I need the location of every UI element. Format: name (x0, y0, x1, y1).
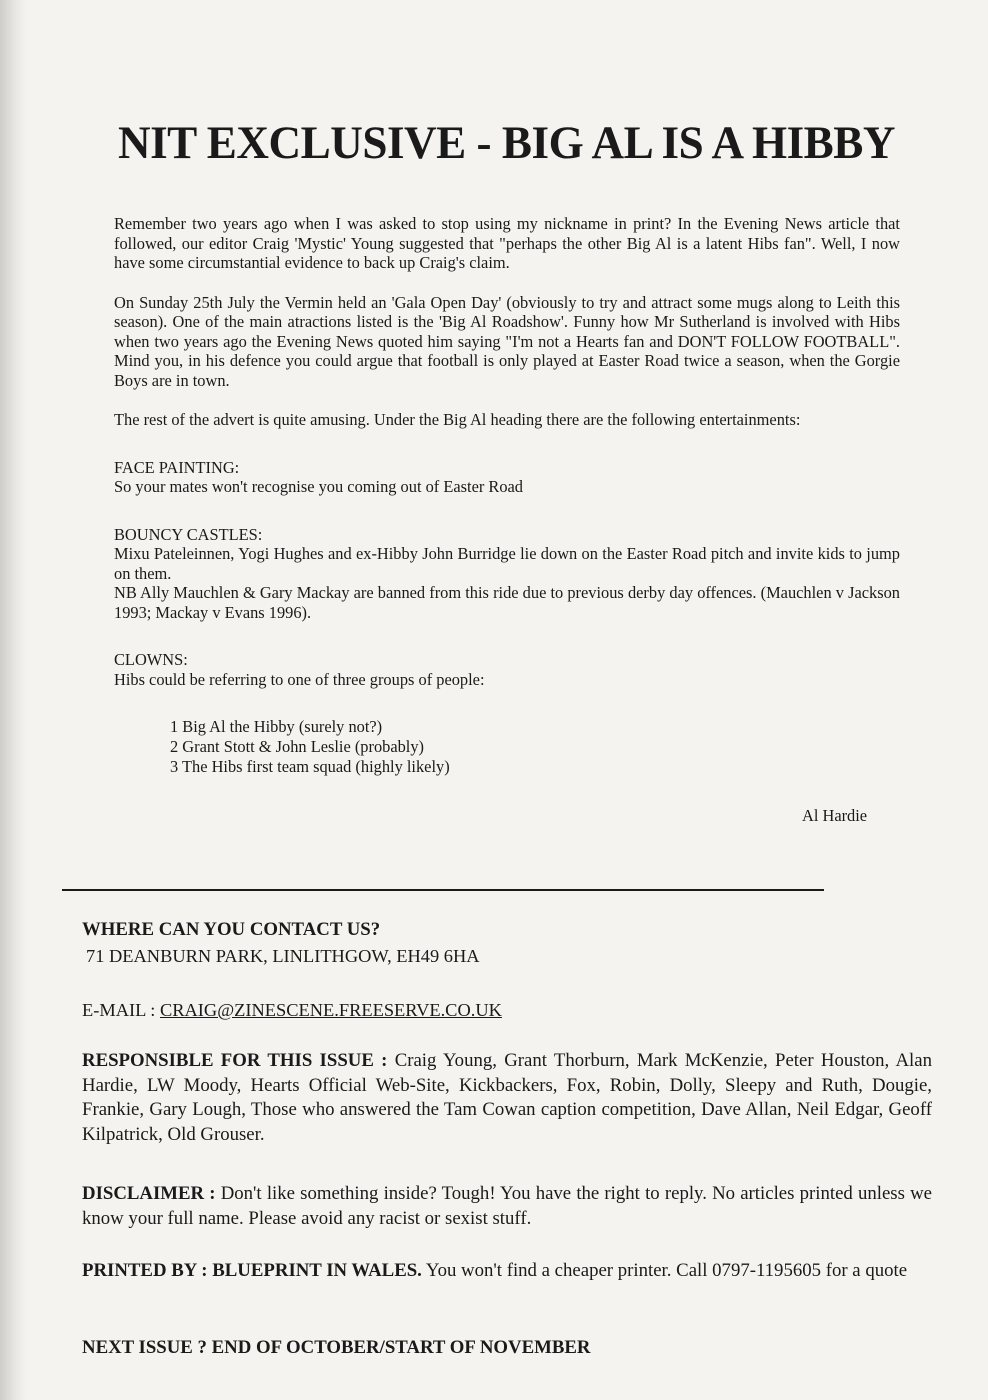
disclaimer-block (82, 1182, 932, 1231)
article-paragraph-3: The rest of the advert is quite amusing. Under the Big Al heading there are the following entertainments: (114, 410, 801, 429)
face-painting-heading: FACE PAINTING: (114, 457, 240, 477)
bouncy-castles-note: NB Ally Mauchlen & Gary Mackay are banned from this ride due to previous derby day offences. (Mauchlen v Jackson 1993; Mackay v Evans 1996). (114, 583, 900, 622)
email-label: E-MAIL : (82, 1000, 156, 1020)
article-paragraph-2: On Sunday 25th July the Vermin held an 'Gala Open Day' (obviously to try and attract some mugs along to Leith this season). One of the main atractions listed is the 'Big Al Roadshow'. Funny how Mr Sutherland is involved with Hibs when two years ago the Evening News quoted him saying "I'm not a Hearts fan and DON'T FOLLOW FOOTBALL". Mind you, in his defence you could argue that football is only played at Easter Road twice a season, when the Gorgie Boys are in town. (114, 292, 900, 390)
section-divider (62, 889, 824, 891)
printed-by-text: You won't find a cheaper printer. Call 0797-1195605 for a quote (425, 1260, 908, 1281)
list-item: 3 The Hibs first team squad (highly likely) (170, 757, 450, 776)
printed-by-label: PRINTED BY : BLUEPRINT IN WALES. (82, 1260, 422, 1281)
email-link[interactable]: CRAIG@ZINESCENE.FREESERVE.CO.UK (159, 1000, 502, 1020)
email-line (82, 998, 932, 1023)
clowns-text: Hibs could be referring to one of three groups of people: (114, 669, 485, 689)
responsible-text: Craig Young, Grant Thorburn, Mark McKenzie, Peter Houston, Alan Hardie, LW Moody, Hearts Official Web-Site, Kickbackers, Fox, Robin, Dolly, Sleepy and Ruth, Dougie, Frankie, Gary Lough, Those who answered the Tam Cowan caption competition, Dave Allan, Neil Edgar, Geoff Kilpatrick, Old Grouser. (82, 1050, 932, 1145)
face-painting-text: So your mates won't recognise you coming out of Easter Road (114, 477, 523, 496)
list-item: 1 Big Al the Hibby (surely not?) (170, 717, 383, 736)
disclaimer-label: DISCLAIMER : (82, 1183, 216, 1204)
article-body (114, 214, 900, 777)
next-issue-line: NEXT ISSUE ? END OF OCTOBER/START OF NOVEMBER (82, 1337, 591, 1358)
list-item: 2 Grant Stott & John Leslie (probably) (170, 737, 425, 756)
responsible-block (82, 1049, 932, 1147)
contact-heading: WHERE CAN YOU CONTACT US? (82, 919, 381, 940)
bouncy-castles-text: Mixu Pateleinnen, Yogi Hughes and ex-Hibby John Burridge lie down on the Easter Road pitch and invite kids to jump on them. (114, 544, 900, 583)
clowns-heading: CLOWNS: (114, 650, 188, 669)
disclaimer-text: Don't like something inside? Tough! You have the right to reply. No articles printed unless we know your full name. Please avoid any racist or sexist stuff. (82, 1183, 932, 1229)
responsible-label: RESPONSIBLE FOR THIS ISSUE : (82, 1050, 388, 1071)
printed-by-block (82, 1259, 932, 1284)
clowns-list (170, 717, 900, 777)
article-title: NIT EXCLUSIVE - BIG AL IS A HIBBY (118, 117, 895, 169)
bouncy-castles-heading: BOUNCY CASTLES: (114, 524, 263, 544)
page-binding-shadow (0, 0, 26, 1400)
article-paragraph-1: Remember two years ago when I was asked to stop using my nickname in print? In the Evening News article that followed, our editor Craig 'Mystic' Young suggested that "perhaps the other Big Al is a latent Hibs fan". Well, I now have some circumstantial evidence to back up Craig's claim. (114, 214, 900, 272)
contact-address: 71 DEANBURN PARK, LINLITHGOW, EH49 6HA (86, 946, 480, 966)
article-author: Al Hardie (802, 806, 868, 825)
